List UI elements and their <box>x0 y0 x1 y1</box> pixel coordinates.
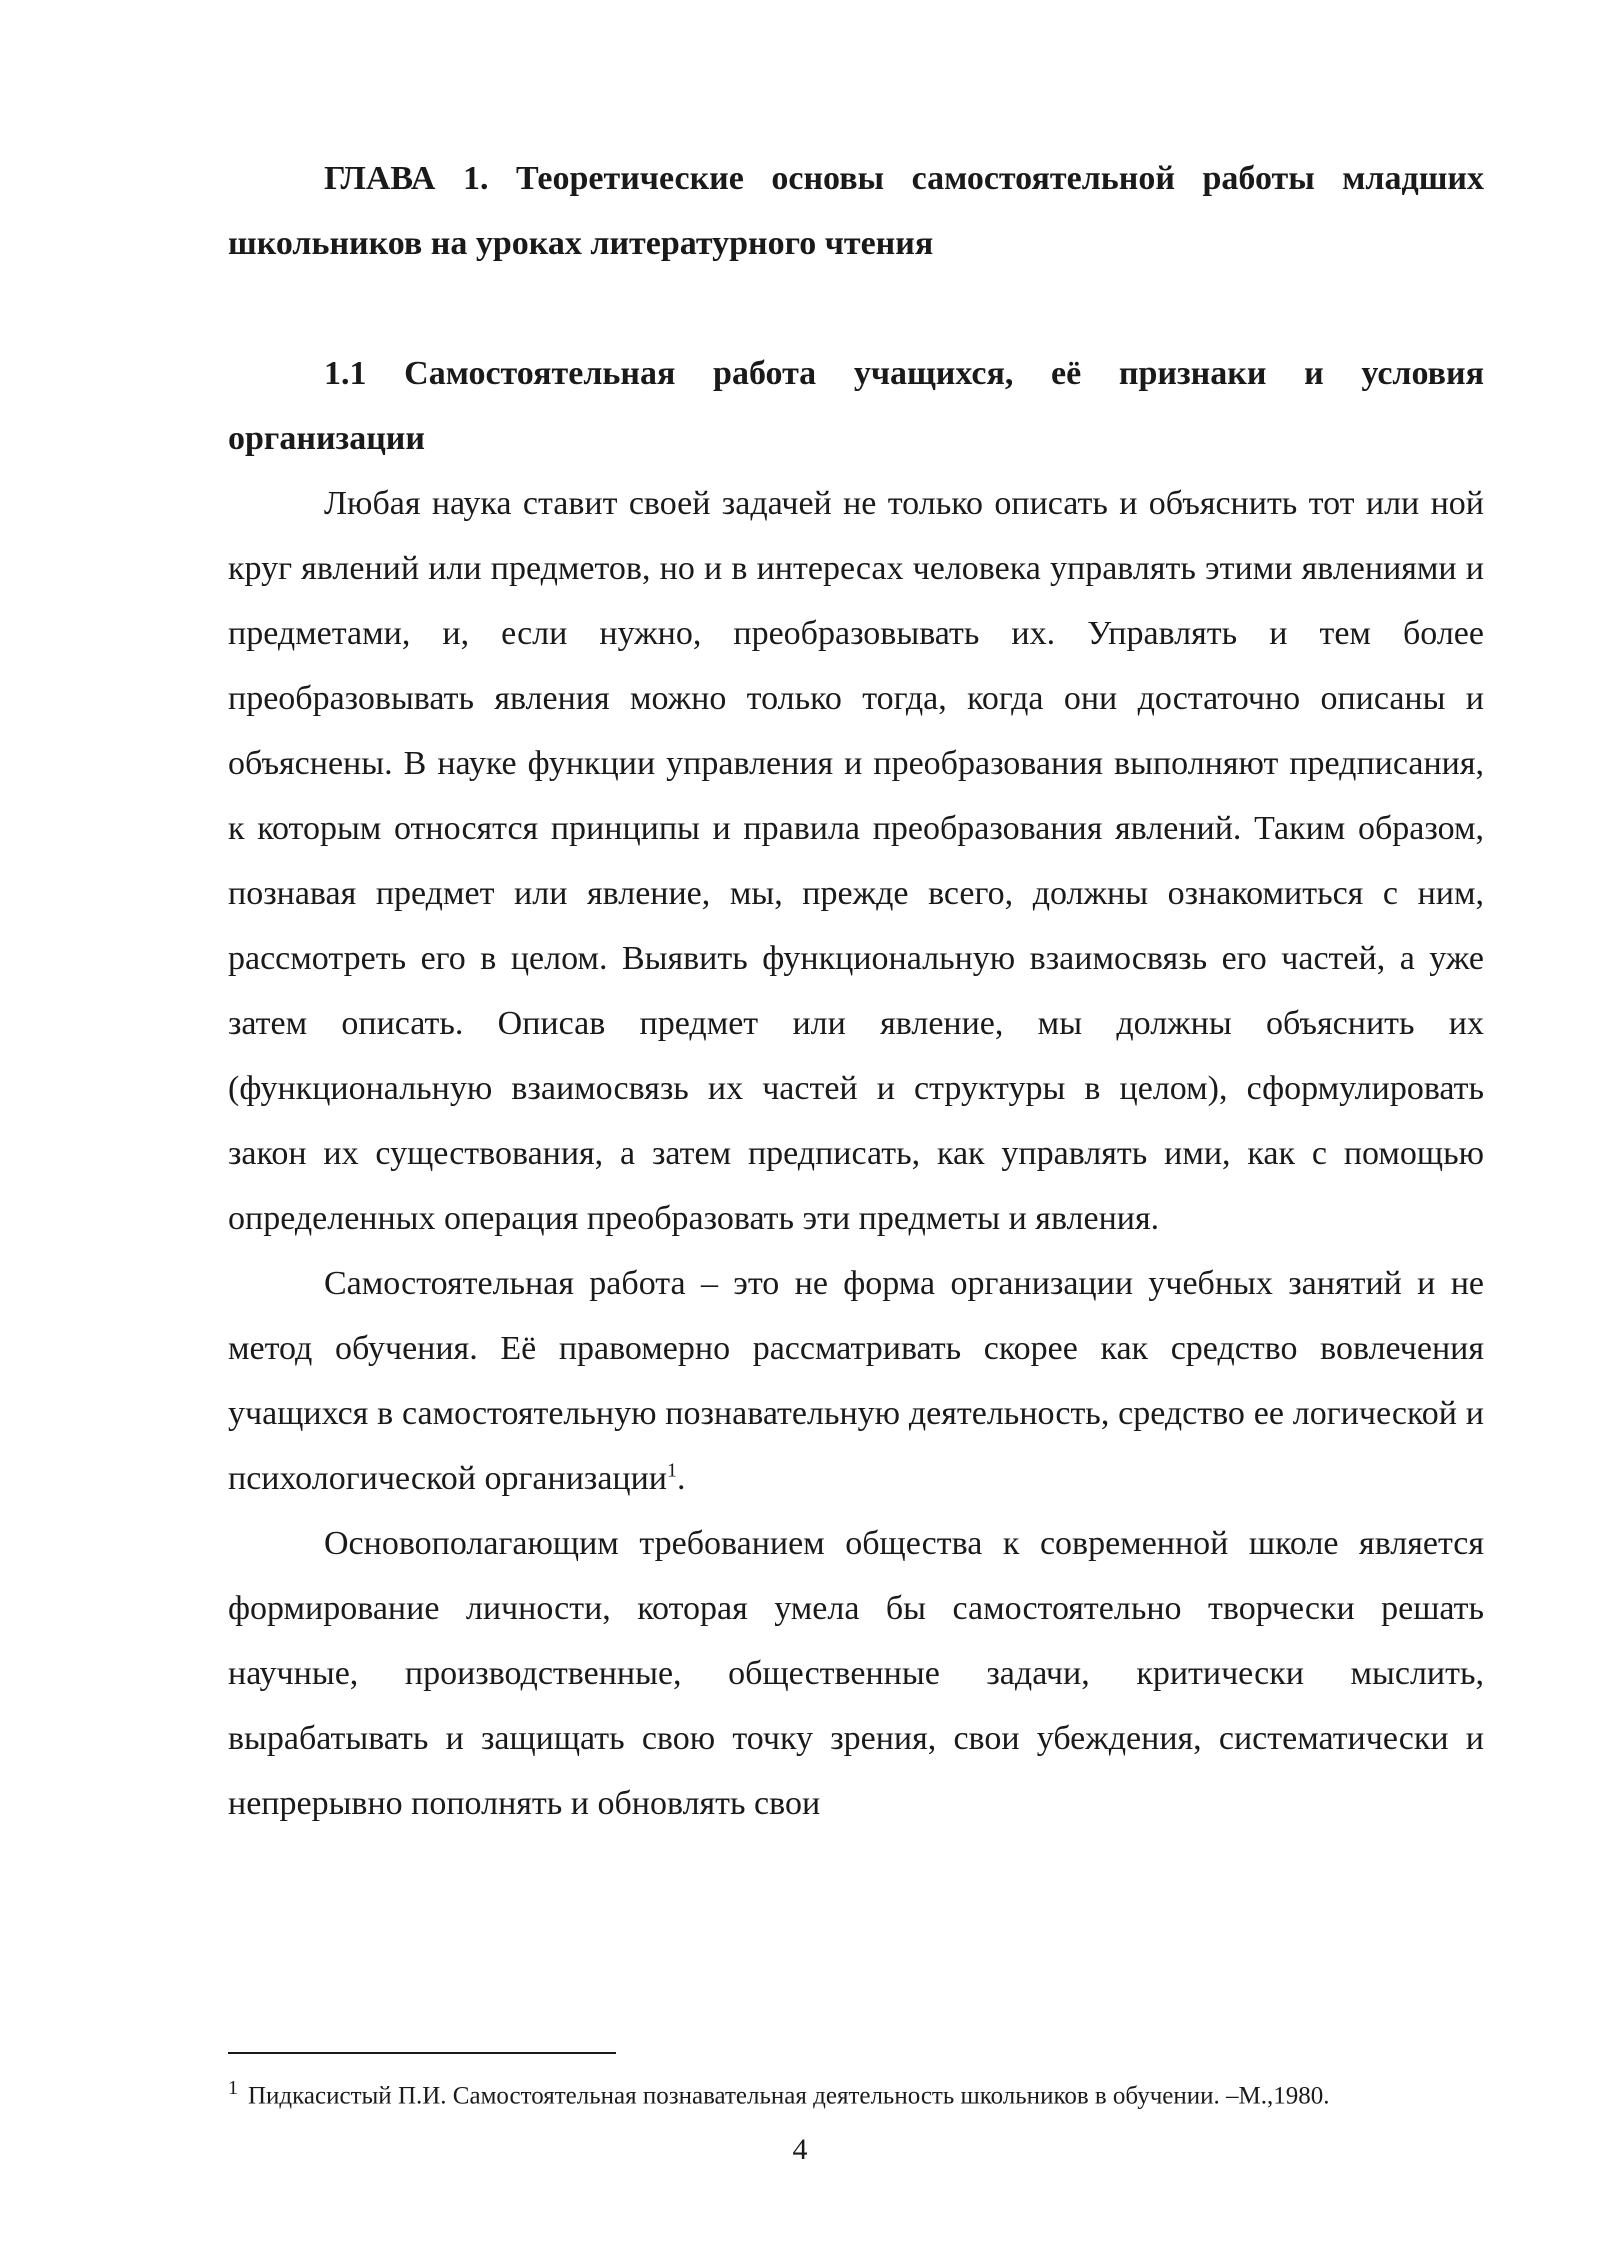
page-number: 4 <box>792 2133 808 2166</box>
footnote <box>228 2070 1484 2114</box>
paragraph-1: Любая наука ставит своей задачей не только описать и объяснить тот или ной круг явлений или предметов, но и в интересах человека управлять этими явлениями и предметами, и, если нужно, преобразовывать их. Управлять и тем более преобразовывать явления можно только тогда, когда они достаточно описаны и объяснены. В науке функции управления и преобразования выполняют предписания, к которым относятся принципы и правила преобразования явлений. Таким образом, познавая предмет или явление, мы, прежде всего, должны ознакомиться с ним, рассмотреть его в целом. Выявить функциональную взаимосвязь его частей, а уже затем описать. Описав предмет или явление, мы должны объяснить их (функциональную взаимосвязь их частей и структуры в целом), сформулировать закон их существования, а затем предписать, как управлять ими, как с помощью определенных операция преобразовать эти предметы и явления. <box>228 485 1484 1237</box>
paragraph-2-text: Самостоятельная работа – это не форма организации учебных занятий и не метод обучения. Её правомерно рассматривать скорее как средство вовлечения учащихся в самостоятельную познавательную деятельность, средство ее логической и психологической организации <box>228 1265 1484 1497</box>
paragraph-3: Основополагающим требованием общества к современной школе является формирование личности, которая умела бы самостоятельно творчески решать научные, производственные, общественные задачи, критически мыслить, вырабатывать и защищать свою точку зрения, свои убеждения, систематически и непрерывно пополнять и обновлять свои <box>228 1525 1484 1822</box>
footnote-marker: 1 <box>228 2077 238 2099</box>
footnote-reference[interactable]: 1 <box>667 1459 677 1482</box>
paragraph-2-end: . <box>677 1460 686 1497</box>
footnote-separator <box>228 2052 616 2054</box>
section-title: 1.1 Самостоятельная работа учащихся, её признаки и условия организации <box>228 355 1484 457</box>
chapter-title: ГЛАВА 1. Теоретические основы самостоятельной работы младших школьников на уроках литературного чтения <box>228 160 1484 262</box>
footnote-text: Пидкасистый П.И. Самостоятельная познавательная деятельность школьников в обучении. –М.,1980. <box>248 2082 1330 2110</box>
paragraph-2 <box>228 1251 1484 1511</box>
page-body <box>228 146 1484 1836</box>
